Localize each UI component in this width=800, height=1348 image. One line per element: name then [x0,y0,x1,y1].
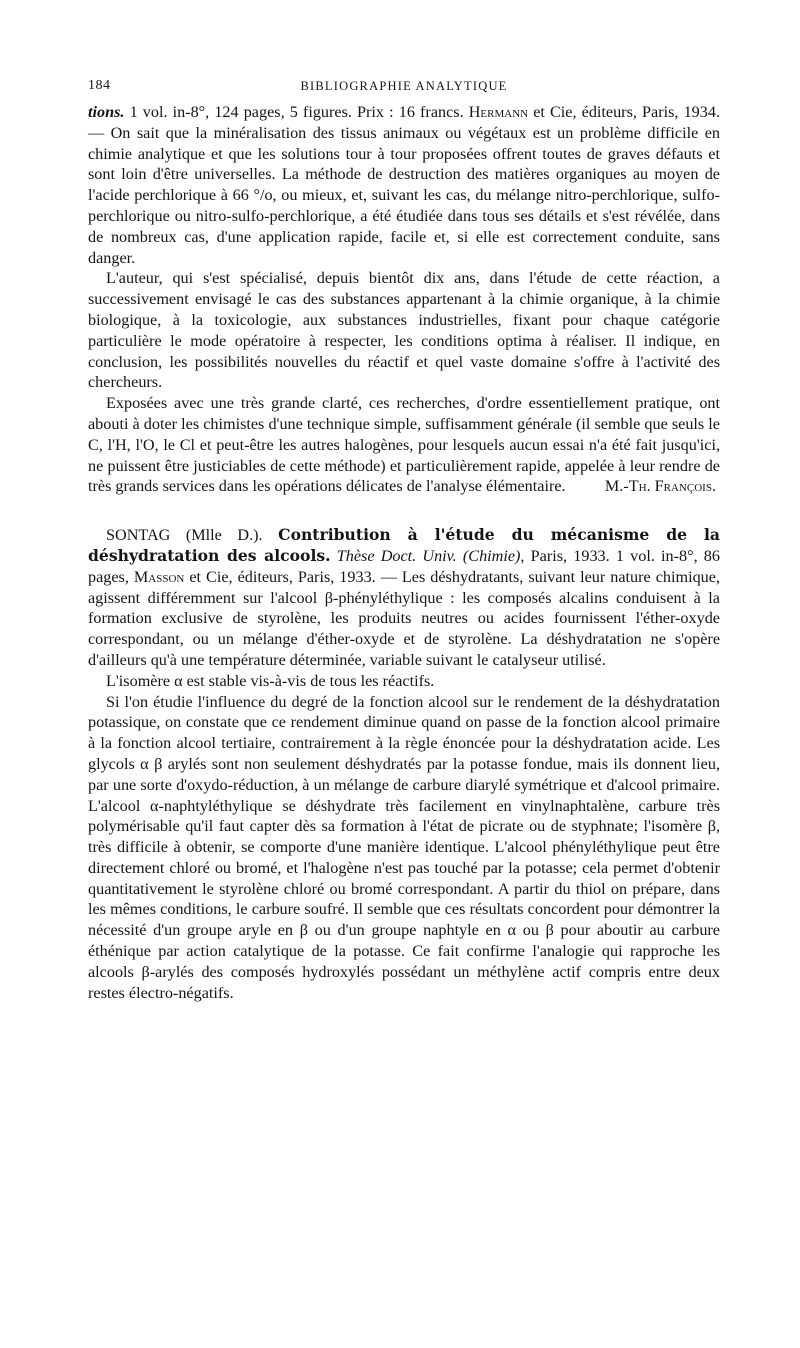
review-1-paragraph-3: Exposées avec une très grande clarté, ces recherches, d'ordre essentiellement pratique, ont abouti à doter les chimistes d'une technique simple, suffisamment générale (il semble que seuls le C, l'H, l'O, le Cl et peut-être les autres halogènes, pour lesquels aucun essai n'a été fait jusqu'ici, ne puissent être justiciables de cette méthode) et particulièrement rapide, appelée à leur rendre de très grands services dans les opérations délicates de l'analyse élémentaire. [88,394,720,496]
review-1 [88,102,720,497]
review-2-publisher: Masson [133,567,185,586]
review-1-p1-after-publisher: et Cie, éditeurs, Paris, 1934. — On sait que la minéralisation des tissus animaux ou végétaux est un problème difficile en chimie analytique et que les solutions tour à tour proposées offrent toutes de graves défauts et sont loin d'être universelles. La méthode de destruction des matières organiques au moyen de l'acide perchlorique à 66 °/o, ou mieux, et, suivant les cas, du mélange nitro-perchlorique, sulfo-perchlorique ou nitro-sulfo-perchlorique, a été étudiée dans tous ses détails et s'est révélée, dans de nombreux cas, d'une application rapide, facile et, si elle est correctement conduite, sans danger. [88,103,720,267]
review-2-paragraph-2: L'isomère α est stable vis-à-vis de tous les réactifs. [106,671,435,690]
review-2-author: SONTAG (Mlle D.). [106,526,263,545]
review-1-publisher: Hermann [468,103,529,121]
review-1-signature: M.-Th. François. [604,477,716,496]
review-2 [88,525,720,1003]
review-1-paragraph-1 [88,102,720,268]
review-2-paragraph-1 [88,525,720,671]
review-2-p1-b: et Cie, éditeurs, Paris, 1933. — Les déshydratants, suivant leur nature chimique, agissent différemment sur l'alcool β-phényléthylique : les composés alcalins conduisent à la formation exclusive de styrolène, les produits neutres ou acides fournissent l'éther-oxyde correspondant, ou un mélange d'éther-oxyde et de styrolène. La déshydratation ne s'opère d'ailleurs qu'à une température déterminée, variable suivant le catalyseur utilisé. [88,567,720,669]
review-1-paragraph-2: L'auteur, qui s'est spécialisé, depuis bientôt dix ans, dans l'étude de cette réaction, a successivement envisagé le cas des substances appartenant à la chimie organique, à la chimie biologique, à la toxicologie, aux substances industrielles, fixant pour chaque catégorie particulière le mode opératoire à respecter, les conditions optima à réaliser. Il indique, en conclusion, les possibilités nouvelles du réactif et quel vaste domaine s'offre à l'activité des chercheurs. [88,269,720,392]
review-2-thesis: Thèse Doct. Univ. (Chimie), [336,546,525,565]
review-2-title: Contribution à l'étude du mécanisme de la déshydratation des alcools. [88,525,721,565]
running-head [88,78,720,102]
review-1-p1-rest: 1 vol. in-8°, 124 pages, 5 figures. Prix : 16 francs. [124,103,469,121]
review-1-lead: tions. [88,103,125,121]
review-2-paragraph-3: Si l'on étudie l'influence du degré de la fonction alcool sur le rendement de la déshydratation potassique, on constate que ce rendement diminue quand on passe de la fonction alcool primaire à la fonction alcool tertiaire, contrairement à la règle énoncée pour la déshydratation acide. Les glycols α β arylés sont non seulement déshydratés par la potasse fondue, mais ils donnent lieu, par une sorte d'oxydo-réduction, à un mélange de carbure diarylé symétrique et d'alcool primaire. L'alcool α-naphtyléthylique se déshydrate très facilement en vinylnaphtalène, carbure très polymérisable qu'il faut capter dès sa formation à l'état de picrate ou de styphnate; l'isomère β, très difficile à obtenir, se comporte d'une manière identique. L'alcool phényléthylique peut être directement chloré ou bromé, et l'halogène n'est pas touché par la potasse; cela permet d'obtenir quantitativement le styrolène chloré ou bromé correspondant. A partir du thiol on prépare, dans les mêmes conditions, le carbure soufré. Il semble que ces résultats concordent pour démontrer la nécessité d'un groupe aryle en β ou d'un groupe naphtyle en α ou β pour aboutir au carbure éthénique par action catalytique de la potasse. Ce fait confirme l'analogie qui rapproche les alcools β-arylés des composés hydroxylés possédant un méthylène actif compris entre deux restes électro-négatifs. [88,692,720,1002]
page [88,78,720,1003]
review-2-p1-a: Paris, 1933. 1 vol. in-8°, 86 pages, [88,546,720,586]
page-number: 184 [88,78,111,93]
running-title: BIBLIOGRAPHIE ANALYTIQUE [300,79,508,93]
section-gap [88,497,720,525]
